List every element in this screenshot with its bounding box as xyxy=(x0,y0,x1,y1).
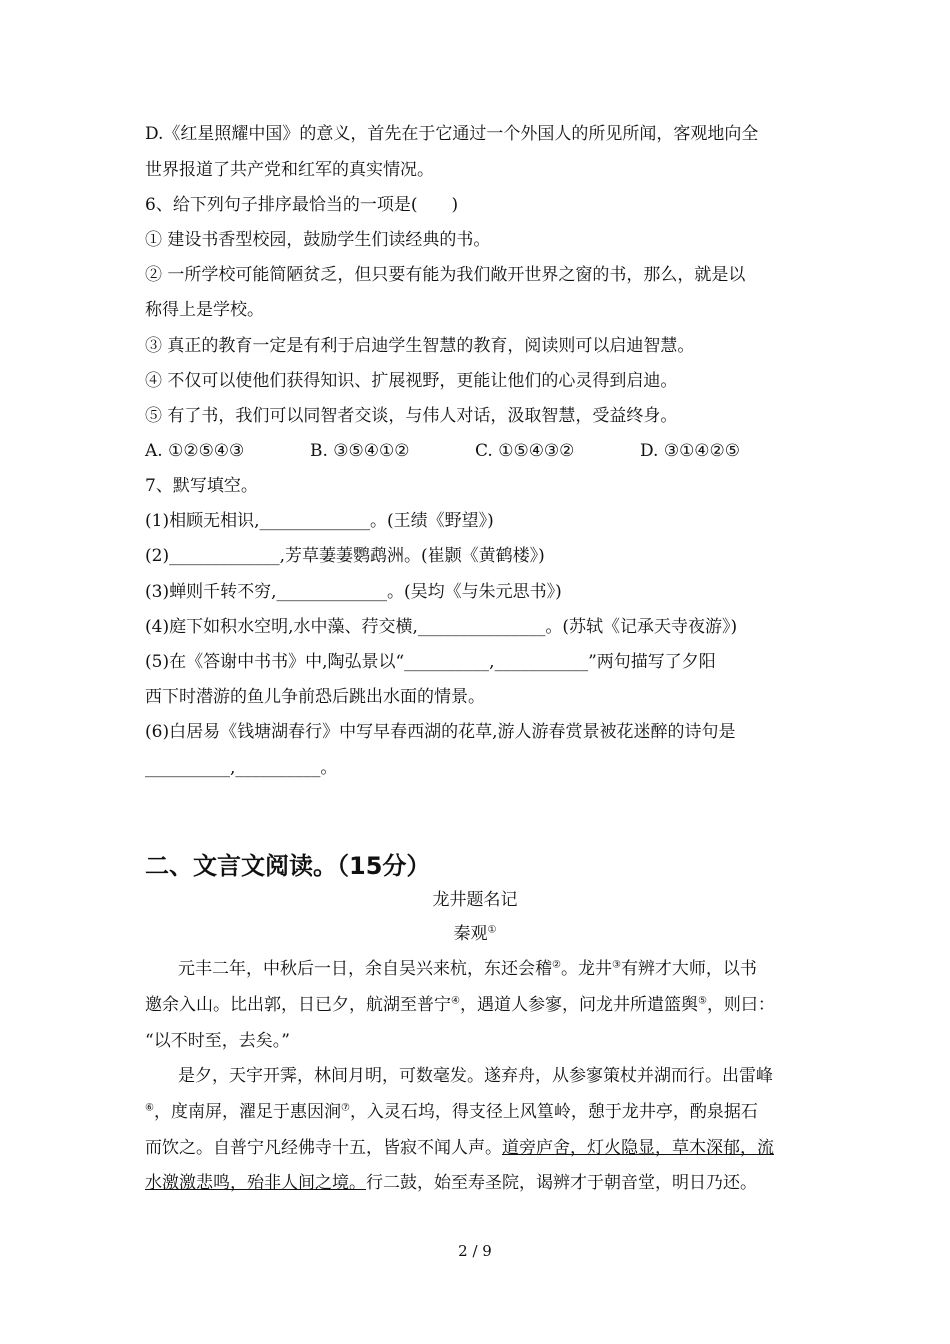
paragraph-2-line1: 是夕，天宇开霁，林间月明，可数毫发。遂弃舟，从参寥策杖并湖而行。出雷峰 xyxy=(178,1066,773,1086)
footnote-ref: ② xyxy=(552,959,561,971)
footnote-ref: ③ xyxy=(611,959,621,971)
q6-option-a: A. ①②⑤④③ xyxy=(145,441,245,461)
author-name: 秦观 xyxy=(453,924,488,944)
q6-sentence-1: ① 建设书香型校园，鼓励学生们读经典的书。 xyxy=(145,230,491,250)
q5-option-d-line1: D.《红星照耀中国》的意义，首先在于它通过一个外国人的所见所闻，客观地向全 xyxy=(145,124,759,144)
underlined-sentence: 水激激悲鸣，殆非人间之境。 xyxy=(145,1173,366,1193)
q7-item-5-line1: (5)在《答谢中书书》中,陶弘景以“__________,___________”两句描写了夕阳 xyxy=(145,652,716,672)
q6-options xyxy=(145,439,740,463)
footnote-ref: ① xyxy=(487,924,497,936)
q6-sentence-2-line1: ② 一所学校可能简陋贫乏，但只要有能为我们敞开世界之窗的书，那么，就是以 xyxy=(145,265,746,285)
q6-option-c: C. ①⑤④③② xyxy=(475,441,575,461)
paragraph-1-line3: “以不时至，去矣。” xyxy=(145,1031,290,1051)
q6-sentence-3: ③ 真正的教育一定是有利于启迪学生智慧的教育，阅读则可以启迪智慧。 xyxy=(145,336,695,356)
q5-option-d-line2: 世界报道了共产党和红军的真实情况。 xyxy=(145,160,434,180)
q7-item-5-line2: 西下时潜游的鱼儿争前恐后跳出水面的情景。 xyxy=(145,687,485,707)
page-number: 2 / 9 xyxy=(458,1242,492,1260)
paragraph-2-line4: 水激激悲鸣，殆非人间之境。行二鼓，始至寿圣院，谒辨才于朝音堂，明日乃还。 xyxy=(145,1173,757,1193)
footnote-ref: ⑥ xyxy=(145,1102,154,1114)
passage-title: 龙井题名记 xyxy=(432,890,518,910)
q6-stem: 6、给下列句子排序最恰当的一项是( ) xyxy=(145,195,459,215)
paragraph-2-line3: 而饮之。自普宁凡经佛寺十五，皆寂不闻人声。道旁庐舍，灯火隐显，草木深郁，流 xyxy=(145,1138,774,1158)
paragraph-1-line2: 邀余入山。比出郭，日已夕，航湖至普宁④，遇道人参寥，问龙井所遣篮舆⑤，则曰： xyxy=(145,995,775,1015)
underlined-sentence: 道旁庐舍，灯火隐显，草木深郁，流 xyxy=(502,1138,774,1158)
q6-option-d: D. ③①④②⑤ xyxy=(640,441,741,461)
paragraph-1-line1: 元丰二年，中秋后一日，余自吴兴来杭，东还会稽②。龙井③有辨才大师，以书 xyxy=(178,959,757,979)
q6-option-b: B. ③⑤④①② xyxy=(310,441,410,461)
footnote-ref: ⑦ xyxy=(340,1102,350,1114)
q7-item-1: (1)相顾无相识,_____________。(王绩《野望》) xyxy=(145,511,494,531)
q7-item-2: (2)_____________,芳草萋萋鹦鹉洲。(崔颢《黄鹤楼》) xyxy=(145,546,545,566)
q6-sentence-5: ⑤ 有了书，我们可以同智者交谈，与伟人对话，汲取智慧，受益终身。 xyxy=(145,406,678,426)
footnote-ref: ④ xyxy=(451,995,460,1007)
section-heading: 二、文言文阅读。（15分） xyxy=(145,852,431,880)
q7-item-6-line1: (6)白居易《钱塘湖春行》中写早春西湖的花草,游人游春赏景被花迷醉的诗句是 xyxy=(145,722,736,742)
q7-item-3: (3)蝉则千转不穷,_____________。(吴均《与朱元思书》) xyxy=(145,582,562,602)
paragraph-2-line2: ⑥，度南屏，濯足于惠因涧⑦，入灵石坞，得支径上风篁岭，憩于龙井亭，酌泉据石 xyxy=(145,1102,758,1122)
q7-item-6-line2: __________,__________。 xyxy=(145,758,338,778)
q7-item-4: (4)庭下如积水空明,水中藻、荇交横,_______________。(苏轼《记承天寺夜游》) xyxy=(145,617,738,637)
passage-author xyxy=(0,922,950,946)
q6-sentence-2-line2: 称得上是学校。 xyxy=(145,300,264,320)
footnote-ref: ⑤ xyxy=(697,995,707,1007)
q7-stem: 7、默写填空。 xyxy=(145,476,258,496)
q6-sentence-4: ④ 不仅可以使他们获得知识、扩展视野，更能让他们的心灵得到启迪。 xyxy=(145,371,678,391)
